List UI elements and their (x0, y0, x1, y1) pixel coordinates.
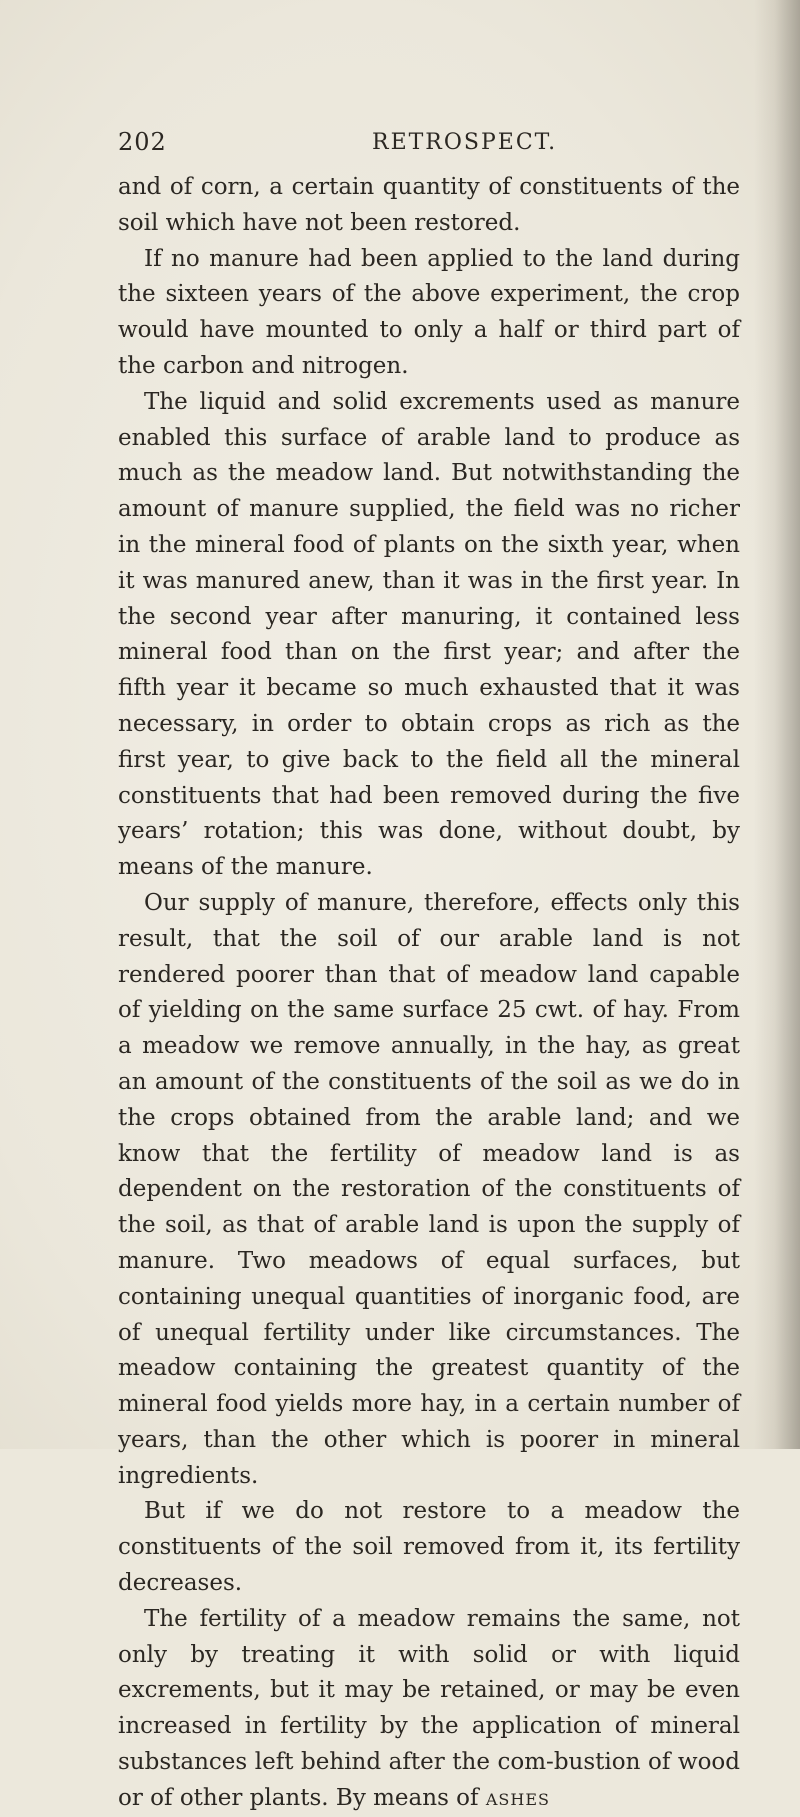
paragraph: Our supply of manure, therefore, effects only this result, that the soil of our arable land is not rendered poorer than that of meadow land capable of yielding on the same surface 25 cwt. of hay. From a meadow we remove annually, in the hay, as great an amount of the constituents of the soil as we do in the crops obtained from the arable land; and we know that the fertility of meadow land is as dependent on the restoration of the constituents of the soil, as that of arable land is upon the supply of manure. Two meadows of equal surfaces, but containing unequal quantities of inorganic food, are of unequal fertility under like circumstances. The meadow containing the greatest quantity of the mineral food yields more hay, in a certain number of years, than the other which is poorer in mineral ingredients. (118, 889, 740, 1489)
paragraph: The liquid and solid excrements used as manure enabled this surface of arable land to produce as much as the meadow land. But notwithstanding the amount of manure supplied, the field was no richer in the mineral food of plants on the sixth year, when it was manured anew, than it was in the first year. In the second year after manuring, it contained less mineral food than on the first year; and after the fifth year it became so much exhausted that it was necessary, in order to obtain crops as rich as the first year, to give back to the field all the mineral constituents that had been removed during the five years’ rotation; this was done, without doubt, by means of the manure. (118, 388, 740, 881)
running-head: RETROSPECT. (372, 130, 558, 155)
page-edge-shadow (754, 0, 800, 1449)
paragraph-last (118, 1602, 740, 1817)
page-number: 202 (118, 128, 167, 156)
small-caps-word: ashes (485, 1784, 550, 1811)
page-header (118, 128, 738, 164)
paragraph: If no manure had been applied to the land during the sixteen years of the above experiment, the crop would have mounted to only a half or third part of the carbon and nitrogen. (118, 245, 740, 379)
paragraph-text: The fertility of a meadow remains the same, not only by treating it with solid or with liquid excrements, but it may be retained, or may be even increased in fertility by the application of mineral substances left behind after the com-bustion of wood or of other plants. By means of (118, 1605, 740, 1811)
paragraph: and of corn, a certain quantity of constituents of the soil which have not been restored. (118, 174, 740, 236)
paragraph: But if we do not restore to a meadow the constituents of the soil removed from it, its fertility decreases. (118, 1498, 740, 1597)
body-text (118, 170, 740, 1817)
